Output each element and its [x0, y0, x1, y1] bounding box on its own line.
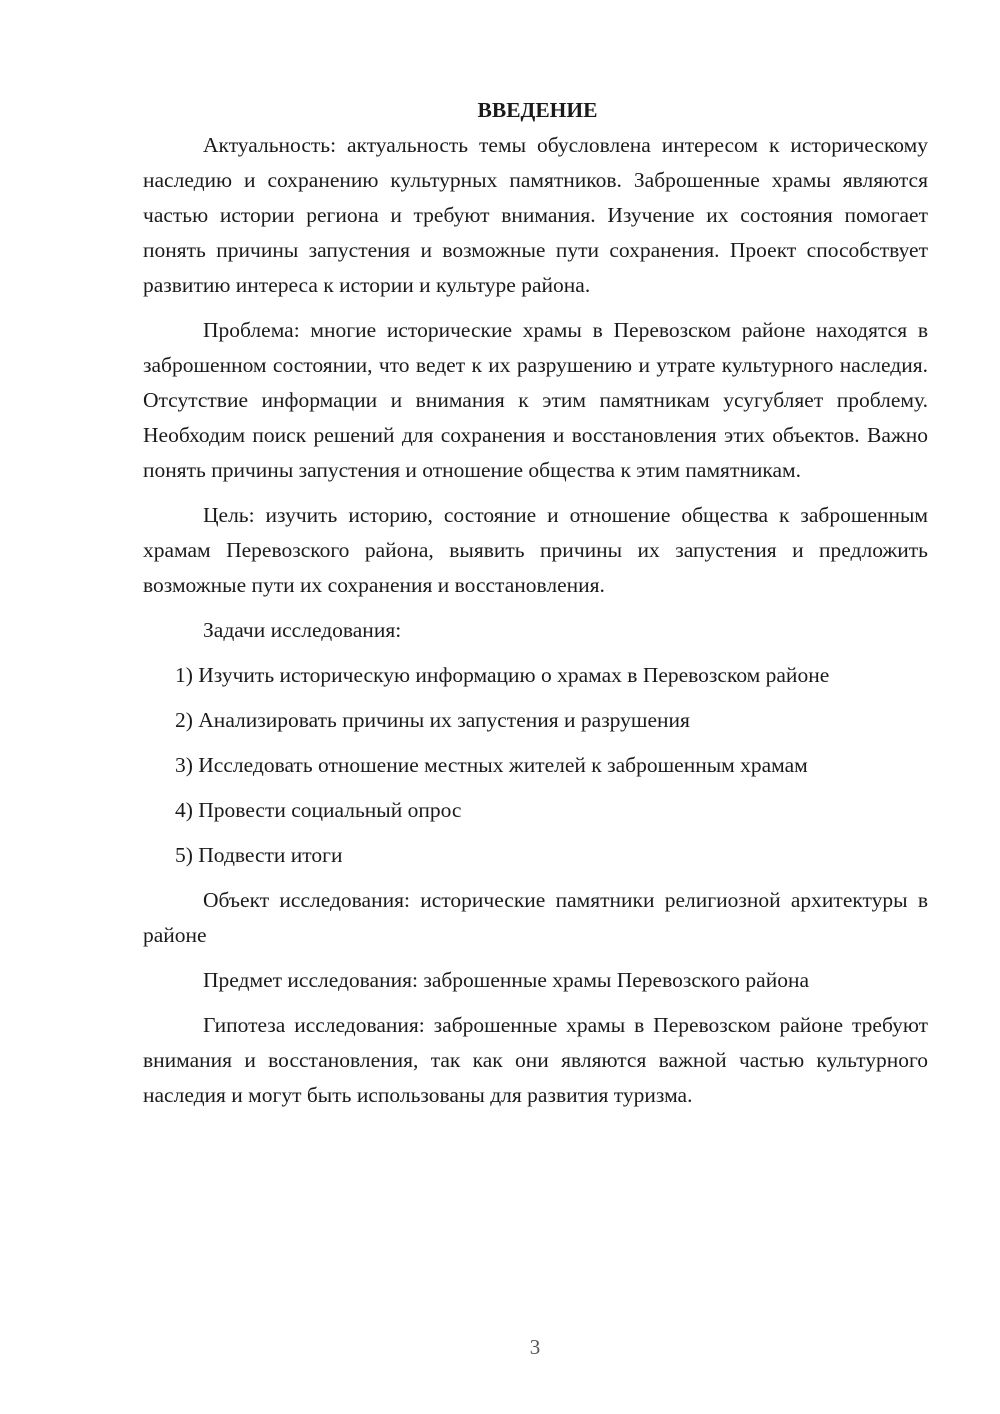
task-item-4: 4) Провести социальный опрос — [175, 798, 462, 822]
page-content — [143, 93, 928, 1113]
object-paragraph: Объект исследования: исторические памятники религиозной архитектуры в районе — [143, 888, 928, 947]
page-number: 3 — [529, 1335, 541, 1359]
task-item-1: 1) Изучить историческую информацию о храмах в Перевозском районе — [175, 663, 830, 687]
goal-paragraph: Цель: изучить историю, состояние и отношение общества к заброшенным храмам Перевозского района, выявить причины их запустения и предложить возможные пути их сохранения и восстановления. — [143, 503, 928, 597]
task-item-5: 5) Подвести итоги — [175, 843, 343, 867]
problem-paragraph: Проблема: многие исторические храмы в Перевозском районе находятся в заброшенном состоянии, что ведет к их разрушению и утрате культурного наследия. Отсутствие информации и внимания к этим памятникам усугубляет проблему. Необходим поиск решений для сохранения и восстановления этих объектов. Важно понять причины запустения и отношение общества к этим памятникам. — [143, 318, 928, 482]
subject-paragraph: Предмет исследования: заброшенные храмы Перевозского района — [203, 968, 809, 992]
tasks-heading: Задачи исследования: — [203, 618, 402, 642]
hypothesis-paragraph: Гипотеза исследования: заброшенные храмы в Перевозском районе требуют внимания и восстановления, так как они являются важной частью культурного наследия и могут быть использованы для развития туризма. — [143, 1013, 928, 1107]
section-heading: ВВЕДЕНИЕ — [477, 98, 598, 122]
relevance-paragraph: Актуальность: актуальность темы обусловлена интересом к историческому наследию и сохранению культурных памятников. Заброшенные храмы являются частью истории региона и требуют внимания. Изучение их состояния помогает понять причины запустения и возможные пути сохранения. Проект способствует развитию интереса к истории и культуре района. — [143, 133, 928, 297]
task-item-2: 2) Анализировать причины их запустения и разрушения — [175, 708, 690, 732]
task-item-3: 3) Исследовать отношение местных жителей к заброшенным храмам — [175, 753, 808, 777]
